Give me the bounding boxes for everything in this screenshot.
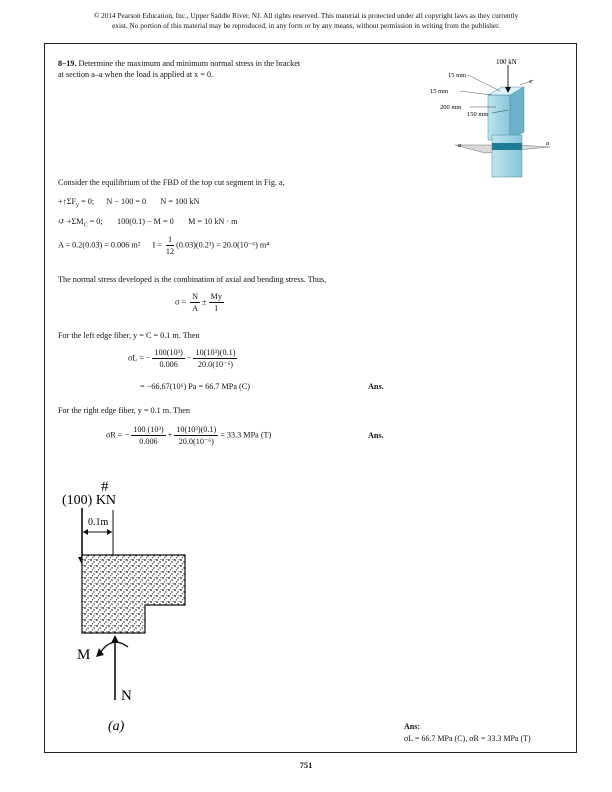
figure-section-a-right: a — [546, 140, 550, 147]
sigma-pm: ± — [202, 297, 207, 307]
figure-x-label: x — [529, 78, 532, 85]
figure-section-a-left: a — [458, 142, 462, 149]
sum-forces-rest: = 0; N − 100 = 0 N = 100 kN — [79, 197, 200, 206]
sigma-lhs: σ = — [175, 297, 189, 307]
bracket-figure — [430, 55, 570, 185]
sum-moments-equation — [58, 216, 238, 229]
sigma-left-f2 — [193, 347, 237, 370]
answer-label-1: Ans. — [368, 382, 384, 391]
sigma-left-minus: − — [186, 353, 192, 363]
inertia-den: 12 — [165, 247, 175, 256]
fbd-sketch — [60, 475, 220, 735]
inertia-num: 1 — [166, 234, 174, 246]
sum-forces-equation — [58, 197, 199, 209]
sigma-left-f1 — [152, 347, 184, 370]
sigma-general-equation — [175, 291, 226, 314]
lower-block-front — [492, 135, 522, 177]
sigma-right-plus: + — [167, 430, 173, 440]
figure-dim-4: 150 mm — [467, 111, 489, 118]
sigma-left-f2-num: 10(10³)(0.1) — [195, 348, 236, 357]
sigma-right-result: = 33.3 MPa (T) — [220, 430, 272, 440]
figure-load-label: 100 kN — [496, 58, 517, 66]
sigma-left-lhs: σL = − — [128, 353, 151, 363]
sigma-right-f2-num: 10(10³)(0.1) — [176, 425, 217, 434]
sum-moments-rest: = 0; 100(0.1) − M = 0 M = 10 kN · m — [87, 217, 238, 226]
sigma-n-den: A — [192, 304, 199, 313]
page-number: 751 — [299, 760, 313, 770]
sigma-left-f1-num: 100(10³) — [154, 348, 183, 357]
area-eq: A = 0.2(0.03) = 0.006 m² I = — [58, 240, 164, 250]
final-answer-heading: Ans: — [404, 722, 421, 731]
problem-number: 8–19. — [58, 59, 77, 68]
sigma-left-equation — [128, 347, 239, 370]
sketch-hash-mark: # — [101, 479, 109, 495]
sum-forces-lhs: +↑ΣF — [58, 197, 77, 206]
upper-column-front — [488, 95, 510, 140]
sketch-distance-label: 0.1m — [88, 517, 109, 528]
copyright-notice — [30, 11, 582, 31]
sigma-n-fraction — [190, 291, 200, 314]
figure-dim-2: 15 mm — [430, 88, 449, 95]
figure-dim-1: 15 mm — [448, 72, 467, 79]
sigma-left-result: = −66.67(10⁶) Pa = 66.7 MPa (C) — [140, 382, 250, 391]
upper-column-side — [510, 87, 524, 140]
sigma-right-equation — [106, 424, 271, 447]
sketch-moment-arc — [100, 642, 128, 653]
sketch-block — [82, 555, 185, 633]
sigma-m-num: My — [210, 292, 222, 301]
sigma-right-f1-num: 100 (10³) — [133, 425, 164, 434]
figure-dim-3: 200 mm — [440, 104, 462, 111]
sketch-moment-label: M — [77, 647, 91, 663]
sigma-right-f2-den: 20.0(10⁻⁶) — [178, 437, 214, 446]
right-fiber-intro: For the right edge fiber, y = 0.1 m. Then — [58, 406, 190, 415]
sketch-normal-label: N — [121, 688, 132, 704]
sigma-m-fraction — [209, 291, 224, 314]
copyright-line-1: © 2014 Pearson Education, Inc., Upper Saddle River, NJ. All rights reserved. This material is protected under all copyright laws as they currently — [93, 11, 519, 20]
left-fiber-intro: For the left edge fiber, y = C = 0.1 m. Then — [58, 331, 200, 340]
sum-forces-sub: y — [76, 202, 80, 209]
problem-statement — [58, 58, 308, 80]
answer-label-2: Ans. — [368, 431, 384, 440]
sketch-load-label: (100) KN — [62, 493, 117, 508]
sigma-right-f2 — [174, 424, 218, 447]
sigma-right-f1-den: 0.006 — [139, 437, 158, 446]
solution-intro: Consider the equilibrium of the FBD of the top cut segment in Fig. a, — [58, 178, 285, 187]
sigma-left-f1-den: 0.006 — [159, 360, 178, 369]
sigma-n-num: N — [192, 292, 199, 301]
final-answer-text: σL = 66.7 MPa (C), σR = 33.3 MPa (T) — [404, 734, 531, 743]
inertia-fraction — [166, 234, 174, 257]
sum-moments-sub: C — [83, 222, 88, 229]
sum-moments-lhs: ↺ +ΣM — [58, 217, 84, 226]
copyright-line-2: exist. No portion of this material may be reproduced, in any form or by any means, without permission in writing from the publisher. — [112, 21, 500, 30]
section-band — [492, 143, 522, 150]
sigma-right-lhs: σR = − — [106, 430, 130, 440]
sigma-left-f2-den: 20.0(10⁻⁶) — [197, 360, 234, 369]
sigma-right-f1 — [131, 424, 165, 447]
sketch-figure-label: (a) — [108, 719, 125, 734]
inertia-rest: (0.03)(0.2³) = 20.0(10⁻⁶) m⁴ — [176, 240, 270, 250]
area-inertia-equation — [58, 234, 269, 257]
problem-text: Determine the maximum and minimum normal stress in the bracket at section a–a when the load is applied at x = 0. — [58, 59, 301, 79]
sigma-m-den: I — [214, 304, 218, 313]
combined-stress-text: The normal stress developed is the combination of axial and bending stress. Thus, — [58, 275, 327, 284]
